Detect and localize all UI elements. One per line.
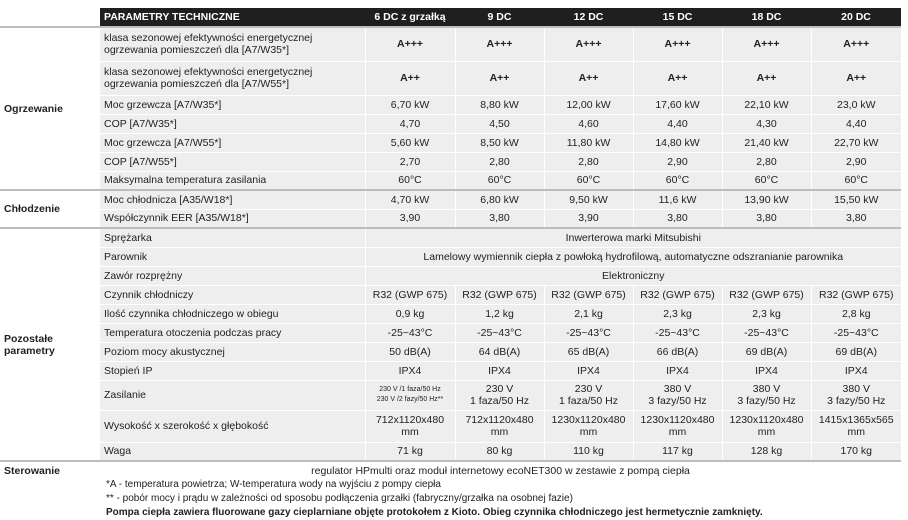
param-label: Poziom mocy akustycznej [100,342,365,361]
spanning-value: Lamelowy wymiennik ciepła z powłoką hydrofilową, automatyczne odszranianie parownika [365,247,901,266]
value-cell: A+++ [633,27,722,61]
table-row [0,171,901,190]
power-line: 1 faza/50 Hz [559,395,618,407]
value-cell: -25~43°C [455,323,544,342]
value-cell: 3,80 [455,209,544,228]
spanning-value: Inwerterowa marki Mitsubishi [365,228,901,247]
param-label: Waga [100,442,365,461]
dims-line: mm [490,426,509,438]
value-cell: A+++ [544,27,633,61]
value-cell: 60°C [365,171,455,190]
table-row [0,61,901,95]
value-cell: 11,6 kW [633,190,722,209]
value-cell: A++ [811,61,901,95]
value-cell: IPX4 [455,361,544,380]
value-cell: 3,80 [811,209,901,228]
value-cell: 4,40 [633,114,722,133]
header-model: 20 DC [811,8,901,27]
value-cell: -25~43°C [365,323,455,342]
value-cell: R32 (GWP 675) [455,285,544,304]
footnote: *A - temperatura powietrza; W-temperatura wody na wyjściu z pompy ciepła [106,479,441,490]
param-label: Moc grzewcza [A7/W35*] [100,95,365,114]
dims-line: mm [757,426,776,438]
dims-line: 712x1120x480 [465,414,534,426]
value-cell: IPX4 [722,361,811,380]
table-row [0,209,901,228]
value-cell: -25~43°C [811,323,901,342]
value-cell: 2,90 [811,152,901,171]
power-line: 3 fazy/50 Hz [827,395,886,407]
value-cell: A+++ [811,27,901,61]
kyoto-note: Pompa ciepła zawiera fluorowane gazy cieplarniane objęte protokołem z Kioto. Obieg czynnika chłodniczego jest hermetycznie zamknięty. [106,507,763,518]
value-cell: 4,40 [811,114,901,133]
value-cell: A++ [722,61,811,95]
header-model: 6 DC z grzałką [365,8,455,27]
value-cell: R32 (GWP 675) [722,285,811,304]
table-row [0,410,901,442]
value-cell: A++ [633,61,722,95]
value-cell: 2,70 [365,152,455,171]
value-cell: 23,0 kW [811,95,901,114]
table-row [0,266,901,285]
param-label: Parownik [100,247,365,266]
dims-line: 1230x1120x480 [729,414,804,426]
power-line: 380 V [842,383,870,395]
value-cell: 60°C [811,171,901,190]
value-cell: 22,70 kW [811,133,901,152]
value-cell: 69 dB(A) [811,342,901,361]
dims-line: 1230x1120x480 [551,414,626,426]
value-cell: 12,00 kW [544,95,633,114]
param-label: klasa sezonowej efektywności energetycznej ogrzewania pomieszczeń dla [A7/W35*] [100,27,365,61]
value-cell [811,410,901,442]
spec-table [0,8,901,479]
value-cell: 4,60 [544,114,633,133]
power-line: 230 V /2 fazy/50 Hz** [376,396,444,403]
value-cell: 4,30 [722,114,811,133]
value-cell: IPX4 [544,361,633,380]
value-cell: R32 (GWP 675) [544,285,633,304]
value-cell: 0,9 kg [365,304,455,323]
value-cell: 2,80 [544,152,633,171]
value-cell: A+++ [722,27,811,61]
value-cell: 13,90 kW [722,190,811,209]
value-cell [633,410,722,442]
value-cell: 2,8 kg [811,304,901,323]
value-cell: 60°C [455,171,544,190]
value-cell: 60°C [722,171,811,190]
value-cell: 66 dB(A) [633,342,722,361]
value-cell: 80 kg [455,442,544,461]
value-cell: 65 dB(A) [544,342,633,361]
value-cell: A++ [455,61,544,95]
dims-line: mm [668,426,687,438]
value-cell: A+++ [455,27,544,61]
header-model: 9 DC [455,8,544,27]
value-cell: 8,80 kW [455,95,544,114]
value-cell: 11,80 kW [544,133,633,152]
power-line: 230 V /1 faza/50 Hz [379,386,441,393]
value-cell: 5,60 kW [365,133,455,152]
value-cell [544,410,633,442]
power-line: 3 fazy/50 Hz [737,395,796,407]
dims-line: 1415x1365x565 [818,414,894,426]
header-param: PARAMETRY TECHNICZNE [100,8,365,27]
value-cell: -25~43°C [722,323,811,342]
table-row [0,361,901,380]
param-label: Sprężarka [100,228,365,247]
value-cell: 128 kg [722,442,811,461]
value-cell: IPX4 [633,361,722,380]
table-row [0,190,901,209]
table-row [0,152,901,171]
power-line: 380 V [663,383,692,395]
table-row [0,285,901,304]
header-model: 15 DC [633,8,722,27]
param-label: Moc grzewcza [A7/W55*] [100,133,365,152]
value-cell: 15,50 kW [811,190,901,209]
param-label: Zawór rozprężny [100,266,365,285]
value-cell [365,380,455,410]
value-cell: R32 (GWP 675) [811,285,901,304]
param-label: klasa sezonowej efektywności energetycznej ogrzewania pomieszczeń dla [A7/W55*] [100,61,365,95]
value-cell [365,410,455,442]
header-blank [0,8,100,27]
param-label: Stopień IP [100,361,365,380]
dims-line: mm [579,426,598,438]
value-cell: 170 kg [811,442,901,461]
header-row [0,8,901,27]
table-row [0,304,901,323]
value-cell: IPX4 [365,361,455,380]
table-row [0,95,901,114]
value-cell: 2,90 [633,152,722,171]
value-cell: -25~43°C [633,323,722,342]
value-cell: A++ [365,61,455,95]
table-row [0,380,901,410]
value-cell: 117 kg [633,442,722,461]
dims-line: 712x1120x480 [375,414,445,426]
value-cell: 64 dB(A) [455,342,544,361]
value-cell: 8,50 kW [455,133,544,152]
footnotes [106,478,763,520]
value-cell: 3,80 [633,209,722,228]
section-label-control: Sterowanie [0,461,100,479]
dims-line: mm [847,426,865,438]
table-row [0,228,901,247]
section-label-cooling: Chłodzenie [0,190,100,228]
value-cell: R32 (GWP 675) [365,285,455,304]
value-cell: 2,3 kg [722,304,811,323]
table-row [0,247,901,266]
param-label: Temperatura otoczenia podczas pracy [100,323,365,342]
value-cell [455,410,544,442]
value-cell: A+++ [365,27,455,61]
table-row [0,461,901,479]
power-line: 3 fazy/50 Hz [648,395,707,407]
power-line: 380 V [752,383,781,395]
value-cell: 2,80 [455,152,544,171]
value-cell: 60°C [544,171,633,190]
param-label: Moc chłodnicza [A35/W18*] [100,190,365,209]
value-cell [633,380,722,410]
table-row [0,27,901,61]
value-cell: 22,10 kW [722,95,811,114]
section-label-heating: Ogrzewanie [0,27,100,190]
value-cell: 14,80 kW [633,133,722,152]
value-cell: 4,50 [455,114,544,133]
table-row [0,114,901,133]
value-cell [811,380,901,410]
value-cell: 3,90 [365,209,455,228]
spec-body [0,27,901,479]
value-cell [722,410,811,442]
value-cell: 2,1 kg [544,304,633,323]
value-cell: A++ [544,61,633,95]
table-row [0,323,901,342]
power-line: 1 faza/50 Hz [470,395,529,407]
value-cell: 4,70 kW [365,190,455,209]
value-cell: 71 kg [365,442,455,461]
value-cell: 6,70 kW [365,95,455,114]
value-cell [722,380,811,410]
value-cell: 6,80 kW [455,190,544,209]
header-model: 12 DC [544,8,633,27]
header-model: 18 DC [722,8,811,27]
power-line: 230 V [485,383,514,395]
value-cell: 2,80 [722,152,811,171]
param-label: Czynnik chłodniczy [100,285,365,304]
value-cell: R32 (GWP 675) [633,285,722,304]
value-cell: -25~43°C [544,323,633,342]
value-cell: 110 kg [544,442,633,461]
power-line: 230 V [574,383,603,395]
value-cell [544,380,633,410]
dims-line: mm [401,426,419,438]
param-label: Współczynnik EER [A35/W18*] [100,209,365,228]
control-value: regulator HPmulti oraz moduł internetowy ecoNET300 w zestawie z pompą ciepła [100,461,901,479]
value-cell: 4,70 [365,114,455,133]
value-cell: 9,50 kW [544,190,633,209]
value-cell: 50 dB(A) [365,342,455,361]
value-cell: 3,80 [722,209,811,228]
value-cell: 21,40 kW [722,133,811,152]
value-cell: IPX4 [811,361,901,380]
param-label: COP [A7/W35*] [100,114,365,133]
value-cell: 17,60 kW [633,95,722,114]
value-cell: 60°C [633,171,722,190]
footnote: ** - pobór mocy i prądu w zależności od sposobu podłączenia grzałki (fabryczny/grzałka na osobnej fazie) [106,493,573,504]
param-label: Maksymalna temperatura zasilania [100,171,365,190]
param-label: Wysokość x szerokość x głębokość [100,410,365,442]
param-label: Zasilanie [100,380,365,410]
spanning-value: Elektroniczny [365,266,901,285]
value-cell: 2,3 kg [633,304,722,323]
table-row [0,133,901,152]
value-cell: 1,2 kg [455,304,544,323]
value-cell [455,380,544,410]
table-row [0,442,901,461]
table-row [0,342,901,361]
param-label: COP [A7/W55*] [100,152,365,171]
dims-line: 1230x1120x480 [640,414,715,426]
value-cell: 69 dB(A) [722,342,811,361]
section-label-other: Pozostałe parametry [0,228,100,461]
param-label: Ilość czynnika chłodniczego w obiegu [100,304,365,323]
value-cell: 3,90 [544,209,633,228]
